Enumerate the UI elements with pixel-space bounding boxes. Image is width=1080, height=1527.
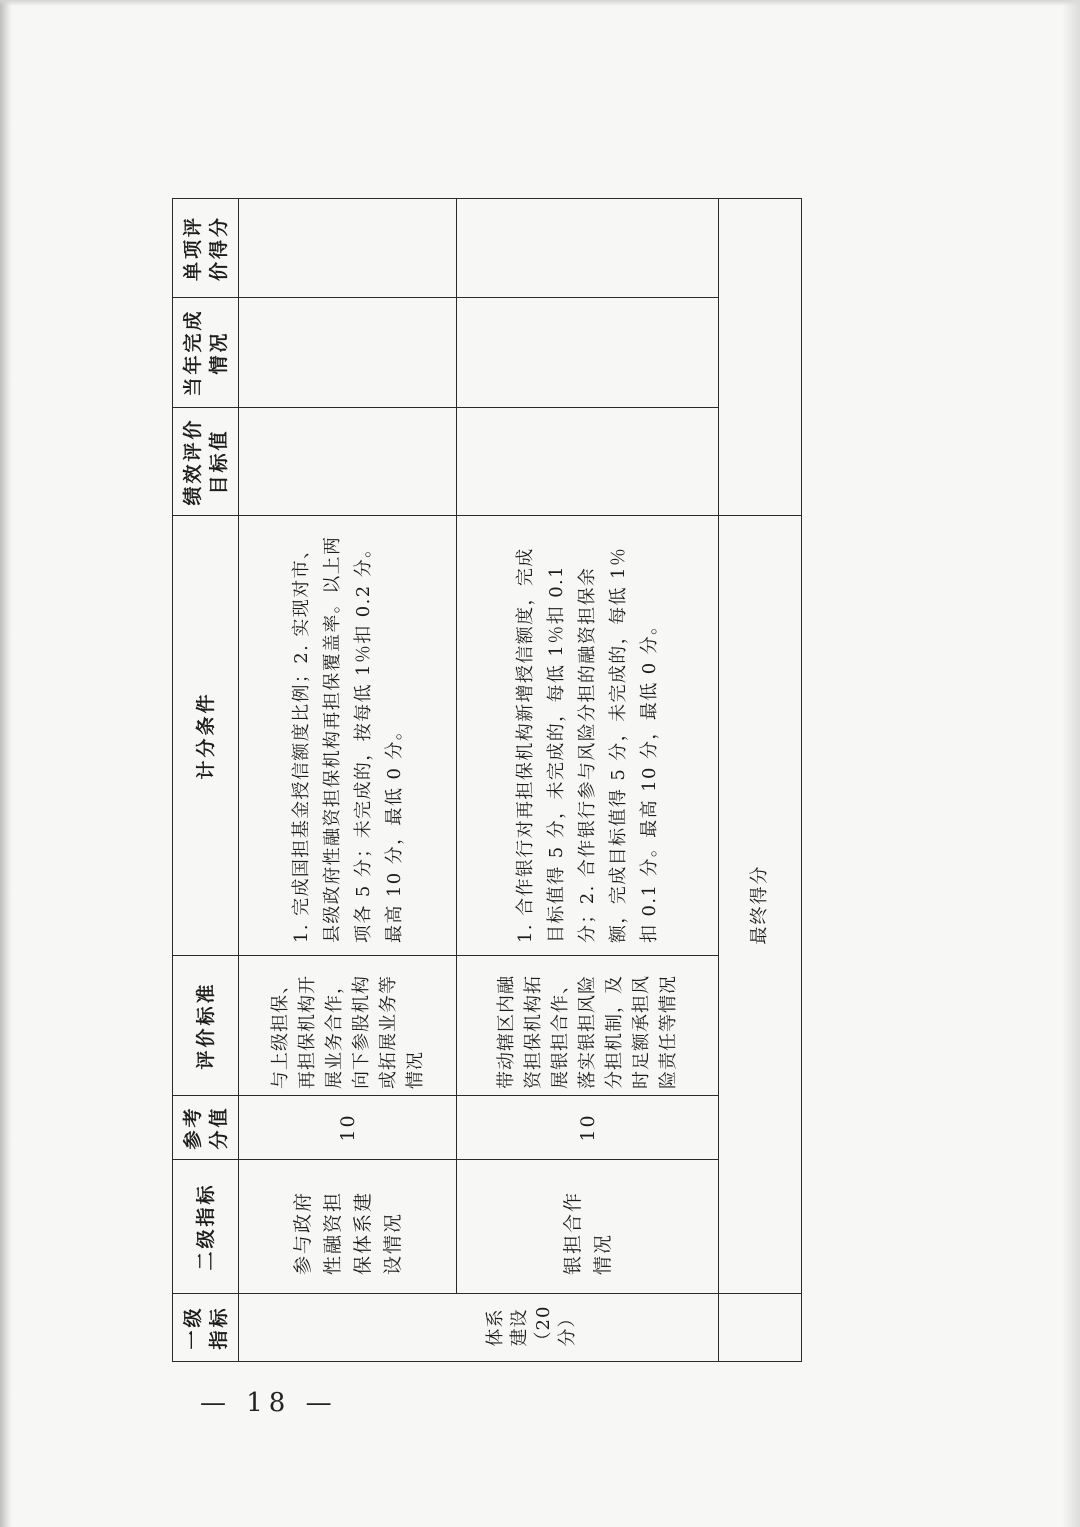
final-row xyxy=(719,199,802,1362)
table-row xyxy=(239,199,457,1362)
condition-cell: 1. 完成国担基金授信额度比例；2. 实现对市、县级政府性融资担保机构再担保覆盖率。以上两项各 5 分；未完成的，按每低 1％扣 0.2 分。最高 10 分，最低 0 分。 xyxy=(239,516,457,956)
header-item-score: 单项评价得分 xyxy=(173,199,239,298)
final-label-cell: 最终得分 xyxy=(719,516,802,1294)
header-completion: 当年完成情况 xyxy=(173,298,239,408)
scan-top-edge xyxy=(0,0,1080,6)
standard-cell: 带动辖区内融资担保机构拓展银担合作、落实银担风险分担机制，及时足额承担风险责任等情况 xyxy=(457,956,719,1096)
scan-right-edge xyxy=(1062,0,1080,1527)
header-level2: 二级指标 xyxy=(173,1160,239,1294)
standard-cell: 与上级担保、再担保机构开展业务合作，向下参股机构或拓展业务等情况 xyxy=(239,956,457,1096)
item-score-cell xyxy=(457,199,719,298)
evaluation-table xyxy=(172,198,802,1362)
ref-score-cell: 10 xyxy=(239,1096,457,1160)
target-cell xyxy=(457,408,719,516)
final-empty-cell xyxy=(719,1294,802,1362)
header-row xyxy=(173,199,239,1362)
rotated-table-wrapper xyxy=(172,199,801,1362)
completion-cell xyxy=(239,298,457,408)
level1-cell: 体系建设（20分） xyxy=(239,1294,719,1362)
item-score-cell xyxy=(239,199,457,298)
header-target: 绩效评价目标值 xyxy=(173,408,239,516)
ref-score-cell: 10 xyxy=(457,1096,719,1160)
condition-cell: 1. 合作银行对再担保机构新增授信额度，完成目标值得 5 分，未完成的，每低 1％扣 0.1 分；2. 合作银行参与风险分担的融资担保余额，完成目标值得 5 分，未完成的，每低 1％扣 0.1 分。最高 10 分，最低 0 分。 xyxy=(457,516,719,956)
header-condition: 计分条件 xyxy=(173,516,239,956)
scan-left-edge xyxy=(0,0,12,1527)
table-row xyxy=(457,199,719,1362)
header-level1: 一级指标 xyxy=(173,1294,239,1362)
completion-cell xyxy=(457,298,719,408)
target-cell xyxy=(239,408,457,516)
page-number: — 18 — xyxy=(200,1388,338,1418)
header-ref-score: 参考分值 xyxy=(173,1096,239,1160)
header-standard: 评价标准 xyxy=(173,956,239,1096)
level2-cell: 银担合作情况 xyxy=(457,1160,719,1294)
final-score-cell xyxy=(719,199,802,516)
level2-cell: 参与政府性融资担保体系建设情况 xyxy=(239,1160,457,1294)
